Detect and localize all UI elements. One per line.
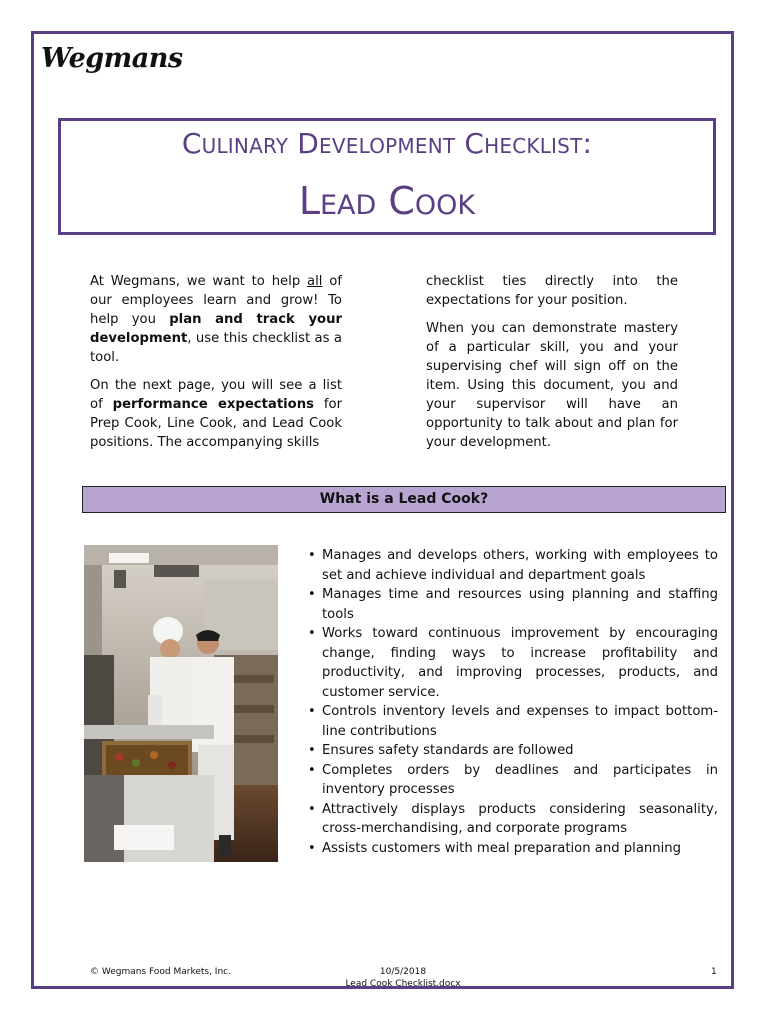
intro-underlined-word: all xyxy=(307,274,323,289)
footer-date: 10/5/2018 xyxy=(379,967,427,977)
list-item xyxy=(308,839,718,859)
footer-filename: Lead Cook Checklist.docx xyxy=(345,979,461,989)
kitchen-photo xyxy=(84,545,278,862)
intro-paragraph-4: When you can demonstrate mastery of a particular skill, you and your supervising chef will sign off on the item. Using this document, you and your supervisor will have an opportunity to talk about and plan for your development. xyxy=(426,321,678,450)
list-item-text: Manages and develops others, working with employees to set and achieve individual and department goals xyxy=(322,548,718,583)
list-item xyxy=(308,546,718,585)
list-item-text: Attractively displays products considering seasonality, cross-merchandising, and corporate programs xyxy=(322,801,718,836)
bullet-icon: • xyxy=(308,762,316,778)
lead-cook-duties-list xyxy=(308,546,718,858)
section-heading: What is a Lead Cook? xyxy=(82,486,726,513)
list-item-text: Completes orders by deadlines and participates in inventory processes xyxy=(322,762,718,797)
bullet-icon: • xyxy=(308,587,316,602)
document-title: Culinary Development Checklist: xyxy=(181,127,593,160)
bullet-icon: • xyxy=(308,743,316,758)
title-box xyxy=(58,118,716,235)
bullet-icon: • xyxy=(308,704,316,719)
intro-bold-phrase: performance expectations xyxy=(112,397,314,412)
list-item xyxy=(308,624,718,702)
list-item-text: Controls inventory levels and expenses to impact bottom-line contributions xyxy=(322,704,718,739)
intro-text: On the next page, you will see a list of xyxy=(90,378,342,412)
footer-copyright: © Wegmans Food Markets, Inc. xyxy=(90,967,231,977)
list-item xyxy=(308,761,718,800)
intro-text: At Wegmans, we want to help xyxy=(90,274,308,289)
position-title: Lead Cook xyxy=(298,179,476,223)
intro-paragraph-1 xyxy=(90,272,342,367)
list-item-text: Assists customers with meal preparation and planning xyxy=(322,840,682,856)
list-item xyxy=(308,741,718,761)
intro-text: of our employees learn and grow! To help you xyxy=(90,274,342,327)
list-item xyxy=(308,702,718,741)
bullet-icon: • xyxy=(308,626,316,641)
intro-text: , use this checklist as a tool. xyxy=(90,331,342,365)
intro-right-column xyxy=(426,272,678,461)
list-item xyxy=(308,800,718,839)
list-item xyxy=(308,585,718,624)
footer-page-number: 1 xyxy=(711,967,717,977)
intro-text: for Prep Cook, Line Cook, and Lead Cook positions. The accompanying skills xyxy=(90,397,343,450)
wegmans-logo: Wegmans xyxy=(41,43,183,74)
intro-paragraph-2 xyxy=(90,376,342,452)
intro-bold-phrase: plan and track your development xyxy=(90,312,342,346)
bullet-icon: • xyxy=(308,840,316,856)
list-item-text: Works toward continuous improvement by encouraging change, finding ways to increase profitability and productivity, and improving processes, products, and customer service. xyxy=(322,626,718,700)
intro-left-column xyxy=(90,272,342,461)
bullet-icon: • xyxy=(308,801,316,817)
intro-paragraph-3: checklist ties directly into the expectations for your position. xyxy=(426,274,678,308)
list-item-text: Manages time and resources using planning and staffing tools xyxy=(322,587,718,622)
list-item-text: Ensures safety standards are followed xyxy=(322,743,574,758)
bullet-icon: • xyxy=(308,548,316,563)
